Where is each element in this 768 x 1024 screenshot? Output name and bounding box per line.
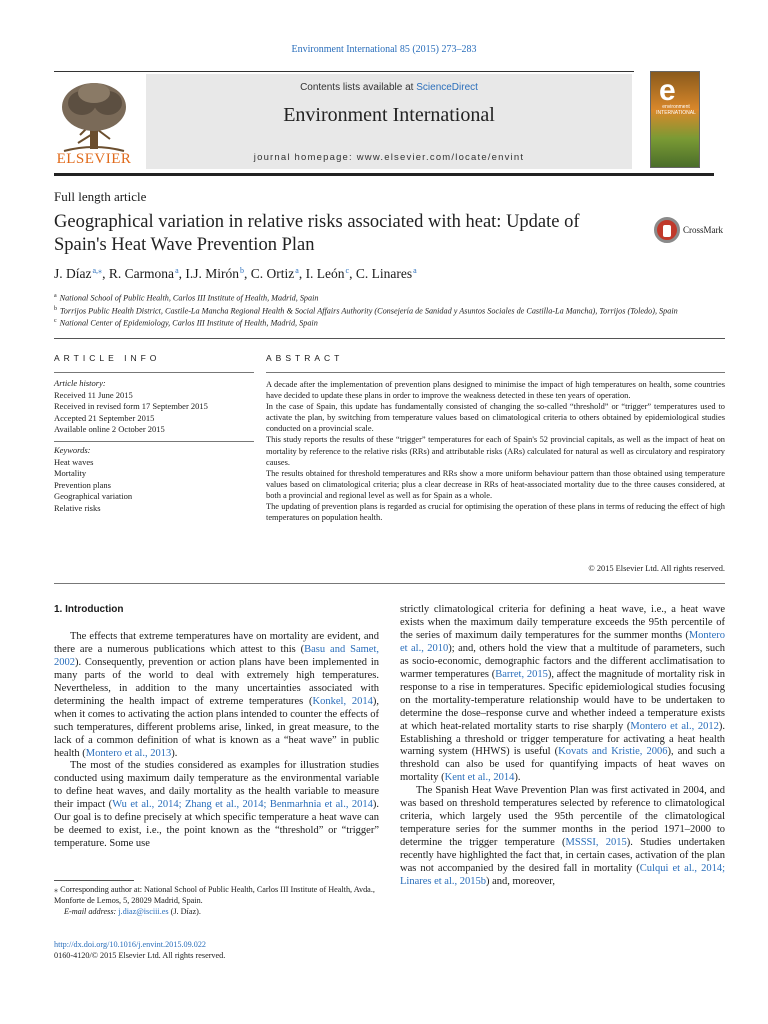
keywords [54, 445, 254, 514]
abstract-heading: ABSTRACT [266, 353, 344, 363]
masthead-banner [146, 74, 632, 169]
author[interactable]: I.J. Mirón$^b$ [185, 266, 244, 281]
history-item: Received in revised form 17 September 2015 [54, 401, 208, 411]
affiliations [54, 291, 734, 329]
history-item: Received 11 June 2015 [54, 389, 133, 400]
body-paragraph: strictly climatological criteria for defining a heat wave, i.e., a heat wave exists when the maximum daily temperature exceeds the 95th percentile of the series of maximum daily temperatures for the summer months (Montero et al., 2010); and, others hold the view that a multitude of parameters, such as socio-economic, demographic factors and the different acclimatisation to warmer temperatures (Barret, 2015), affect the magnitude of mortality risk in response to a rise in temperatures. Specific epidemiological studies focusing on the mortality-temperature relationship would have to be undertaken to determine the dose–response curve and whether indeed a temperature exists at which heat-related mortality starts to rise sharply (Montero et al., 2012). Establishing a threshold or trigger temperature for activating a heat health warning system (HHWS) is useful (Kovats and Kristie, 2006), and such a threshold can also be used for quantifying impacts of heat waves on mortality (Kent et al., 2014). [400, 604, 726, 784]
author-list: J. Díaz$^{a,⁎}$, R. Carmona$^a$, I.J. Mirón$^b$, C. Ortiz$^a$, I. León$^c$, C. Linares$^a$ [54, 266, 417, 281]
elsevier-wordmark[interactable]: ELSEVIER [56, 151, 132, 167]
issn-copyright: 0160-4120/© 2015 Elsevier Ltd. All rights reserved. [54, 951, 226, 960]
crossmark-icon [654, 217, 680, 243]
history-item: Accepted 21 September 2015 [54, 412, 155, 423]
article-title: Geographical variation in relative risks associated with heat: Update of Spain's Heat Wave Prevention Plan [54, 212, 580, 255]
journal-cover-thumbnail[interactable] [650, 71, 700, 168]
crossmark-badge[interactable] [654, 217, 724, 245]
citation-link[interactable]: Montero et al., 2012 [630, 720, 719, 732]
author[interactable]: C. Ortiz$^a$ [250, 266, 299, 281]
affiliation: $^b$ Torrijos Public Health District, Castile-La Mancha Regional Health & Social Affairs Authority (Consejería de Sanidad y Asuntos Sociales de Castilla-La Mancha), Torrijos (Toledo), Spain [54, 305, 678, 316]
keyword: Mortality [54, 468, 87, 478]
history-label: Article history: [54, 378, 106, 388]
author-email-link[interactable]: j.diaz@isciii.es [118, 907, 169, 916]
abstract-copyright: © 2015 Elsevier Ltd. All rights reserved. [588, 564, 725, 573]
affiliation: $^c$ National Center of Epidemiology, Carlos III Institute of Health, Madrid, Spain [54, 318, 318, 329]
journal-homepage-line [146, 152, 632, 163]
keywords-label: Keywords: [54, 445, 91, 455]
citation-link[interactable]: MSSSI, 2015 [565, 837, 627, 849]
citation-link[interactable]: Basu and Samet, 2002 [54, 643, 379, 668]
abstract-paragraph: This study reports the results of these “trigger” temperatures for each of Spain's 52 provincial capitals, as well as the impact of heat on mortality by reference to the relative risks (RRs) and attributable risks (ARs) calculated for natural as well as circulatory and respiratory causes. [266, 435, 725, 467]
abstract-bottom-rule [54, 583, 725, 584]
doi-block [54, 939, 384, 961]
article-info-heading: ARTICLE INFO [54, 353, 161, 363]
article-info-rule [54, 372, 254, 373]
doi-link[interactable]: http://dx.doi.org/10.1016/j.envint.2015.09.022 [54, 940, 207, 949]
author[interactable]: C. Linares$^a$ [355, 266, 417, 281]
masthead-bottom-rule [54, 173, 714, 176]
article-history [54, 378, 254, 436]
citation-link[interactable]: Culqui et al., 2014; Linares et al., 2015b [400, 863, 725, 888]
journal-reference-link[interactable]: Environment International 85 (2015) 273–283 [291, 44, 477, 55]
body-column-right [400, 604, 725, 889]
cover-journal-name: environment INTERNATIONAL [656, 104, 696, 116]
journal-title: Environment International [283, 104, 495, 126]
cover-letter: e [659, 74, 676, 107]
body-column-left [54, 604, 379, 851]
keyword: Prevention plans [54, 479, 111, 490]
crossmark-label: CrossMark [683, 225, 723, 235]
footnote-text: Corresponding author at: National School of Public Health, Carlos III Institute of Health, Avda., Monforte de Lemos, 5, 28029 Madrid, Spain. [54, 885, 375, 905]
citation-link[interactable]: Barret, 2015 [495, 668, 548, 680]
citation-link[interactable]: Wu et al., 2014; Zhang et al., 2014; Benmarhnia et al., 2014 [112, 799, 373, 811]
contents-prefix: Contents lists available at [300, 82, 417, 93]
citation-link[interactable]: Konkel, 2014 [312, 695, 373, 707]
keyword: Geographical variation [54, 491, 133, 501]
article-type: Full length article [54, 189, 147, 204]
citation-link[interactable]: Montero et al., 2010 [400, 629, 725, 654]
masthead-top-rule [54, 71, 634, 72]
author[interactable]: R. Carmona$^a$ [108, 266, 179, 281]
sciencedirect-link[interactable]: ScienceDirect [416, 82, 478, 93]
body-paragraph: The most of the studies considered as examples for illustration studies conducted using maximum daily temperature as the environmental variable to define heat waves, and daily mortality as the health variable to measure their impact (Wu et al., 2014; Zhang et al., 2014; Benmarhnia et al., 2014). Our goal is to define precisely at which specific temperature a heat wave can be deemed to exist, i.e., the point known as the “threshold” or “trigger” temperature. Some use [54, 760, 380, 850]
journal-masthead [54, 71, 714, 175]
history-item: Available online 2 October 2015 [54, 424, 165, 434]
homepage-url-link[interactable]: www.elsevier.com/locate/envint [356, 152, 525, 163]
abstract-paragraph: The results obtained for threshold temperatures and RRs show a more uniform behaviour pattern than those obtained using temperature values based on climatological criteria; plus a clear decrease in RRs of heat-associated mortality due to the three causes considered, at both a provincial and regional level as well as for Spain as a whole. [266, 468, 725, 500]
abstract-paragraph: A decade after the implementation of prevention plans designed to minimise the impact of high temperatures on health, some countries have decided to update these plans in order to improve the weakness detected in these ten years of operation. [266, 380, 725, 401]
abstract-paragraph: The updating of prevention plans is regarded as crucial for optimising the operation of these plans in terms of reducing the effect of high temperatures on population health. [266, 502, 725, 523]
author[interactable]: I. León$^c$ [305, 266, 350, 281]
corresponding-author-footnote [54, 884, 384, 917]
citation-link[interactable]: Montero et al., 2013 [85, 747, 172, 759]
contents-available-line [146, 82, 632, 93]
citation-link[interactable]: Kovats and Kristie, 2006 [558, 746, 668, 758]
keyword: Relative risks [54, 502, 101, 513]
abstract-body [266, 379, 725, 523]
footnote-rule [54, 880, 134, 881]
section-divider [54, 338, 725, 339]
body-paragraph: The Spanish Heat Wave Prevention Plan was first activated in 2004, and was based on threshold temperatures selected by reference to climatological criteria, which largely used the 95th percentile of the climatological temperature series for the summer months in the period 1971–2000 to determine the trigger temperature (MSSSI, 2015). Studies undertaken recently have highlighted the fact that, in certain cases, activation of the plan was not accompanied by the desired fall in mortality (Culqui et al., 2014; Linares et al., 2015b) and, moreover, [400, 785, 725, 888]
email-suffix: (J. Díaz). [168, 907, 201, 916]
email-label: E-mail address: [64, 907, 119, 916]
homepage-prefix: journal homepage: [253, 152, 357, 163]
keywords-rule [54, 441, 254, 442]
author[interactable]: J. Díaz$^{a,⁎}$ [54, 266, 103, 281]
citation-link[interactable]: Kent et al., 2014 [444, 772, 515, 784]
body-paragraph: The effects that extreme temperatures have on mortality are evident, and there are a numerous publications which attest to this (Basu and Samet, 2002). Consequently, prevention or action plans have been implemented in many parts of the world to deal with extremely high temperatures. Nevertheless, in addition to the many uncertainties associated with determining the health impact of extreme temperatures (Konkel, 2014), when it comes to activating the action plans intended to counter the effects of such temperatures, different problems arise, linked, in great measure, to the lack of a common definition of what is known as a “heat wave” in public health (Montero et al., 2013). [54, 630, 379, 759]
abstract-rule [266, 372, 725, 373]
keyword: Heat waves [54, 456, 94, 467]
abstract-paragraph: In the case of Spain, this update has fundamentally consisted of changing the so-called “threshold” or “trigger” temperatures used to activate the plan, by switching from temperature values based on climatological criteria to others obtained by epidemiological studies conducted on a provincial scale. [266, 402, 725, 434]
affiliation: $^a$ National School of Public Health, Carlos III Institute of Health, Madrid, Spain [54, 293, 319, 303]
section-heading-introduction: 1. Introduction [54, 604, 124, 615]
footnote-marker: ⁎ [54, 885, 59, 894]
